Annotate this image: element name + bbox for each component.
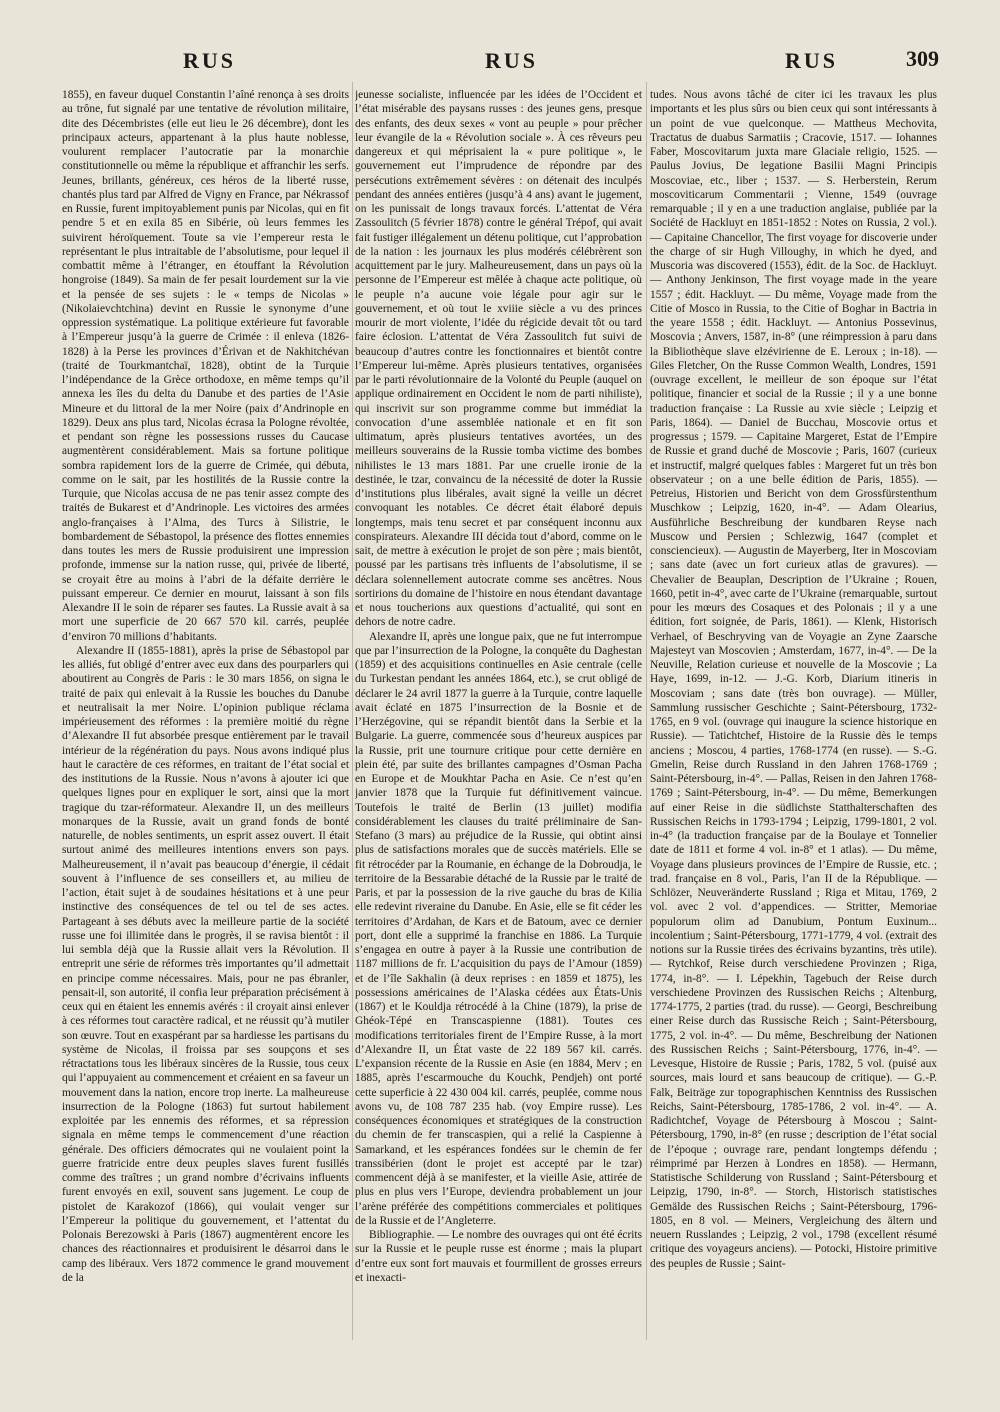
text-column-left [62, 88, 349, 1348]
paragraph-bibliographie: Bibliographie. — Le nombre des ouvrages qui ont été écrits sur la Russie et le peuple russe est énorme ; mais la plupart d’entre eux sont fort mauvais et fourmillent de grosses erreurs et inexacti- [355, 1229, 642, 1284]
paragraph-turkish-war: Alexandre II, après une longue paix, que ne fut interrompue que par l’insurrection de la Pologne, la conquête du Daghestan (1859) et des acquisitions continuelles en Asie centrale (celle du Turkestan pendant les années 1864, etc.), se crut obligé de déclarer le 24 avril 1877 la guerre à la Turquie, contre laquelle avait éclaté en 1875 l’insurrection de la Bosnie et de l’Herzégovine, qui se répandit bientôt dans la Serbie et la Bulgarie. La guerre, commencée sous d’heureux auspices par la Russie, prit une tournure critique pour cette dernière en plein été, par suite des brillantes campagnes d’Osman Pacha en Europe et de Moukhtar Pacha en Asie. Ce n’est qu’en janvier 1878 que la Turquie fut définitivement vaincue. Toutefois le traité de Berlin (13 juillet) modifia considérablement les clauses du traité préliminaire de San-Stefano (3 mars) au préjudice de la Russie, qui obtint ainsi plus de satisfactions morales que de succès matériels. Elle se fit rétrocéder par la Roumanie, en échange de la Dobroudja, le territoire de la Bessarabie détaché de la Russie par le traité de Paris, et par la possession de la rive gauche du bras de Kilia elle redevint riveraine du Danube. En Asie, elle se fit céder les territoires d’Ardahan, de Kars et de Batoum, avec ce dernier port, dont elle a supprimé la franchise en 1886. La Turquie s’engagea en outre à payer à la Russie une contribution de 1187 millions de fr. L’acquisition du pays de l’Amour (1859) et de l’île Sakhalin (à deux reprises : en 1859 et 1875), les possessions américaines de l’Alaska cédées aux États-Unis (1867) et le Kouldja rétrocédé à la Chine (1879), la prise de Ghéok-Tépé en Transcaspienne (1881). Toutes ces modifications territoriales firent de l’Empire Russe, à la mort d’Alexandre II, un État vaste de 22 189 567 kil. carrés. L’expansion récente de la Russie en Asie (en 1884, Merv ; en 1885, après l’escarmouche du Kouchk, Pendjeh) ont porté cette superficie à 22 430 004 kil. carrés, peuplée, comme nous avons vu, de 108 787 235 hab. (voy Empire russe). Les conséquences économiques et stratégiques de la construction du chemin de fer transcaspien, qui a relié la Caspienne à Samarkand, et les espérances fondées sur le chemin de fer transsibérien (dont le projet est accepté par le tzar) commencent déjà à se manifester, et la vieille Asie, attirée de plus en plus vers l’Europe, deviendra probablement un jour l’arène préférée des compétitions commerciales et politiques de la Russie et de l’Angleterre. [355, 630, 642, 1227]
paragraph-socialist-youth: jeunesse socialiste, influencée par les idées de l’Occident et l’état misérable des paysans russes : des jeunes gens, presque des enfants, des deux sexes « vont au peuple » pour prêcher leur évangile de la « Révolution sociale ». À ces rêveurs peu dangereux et qui méprisaient la « pure politique », le gouvernement eut l’imprudence de répondre par des persécutions extrêmement sévères : on détenait des inculpés pendant des années entières (jusqu’à 4 ans) avant le jugement, on les punissait de longs travaux forcés. L’attentat de Véra Zassoulitch (5 février 1878) contre le général Trépof, qui avait fait fustiger illégalement un détenu politique, cut l’approbation de la nation : les journaux les plus modérés célébrèrent son acquittement par le jury. Malheureusement, dans un pays où la personne de l’Empereur est mêlée à chaque acte politique, où le peuple n’a aucune voie légale pour agir sur le gouvernement, et où tout le xviiie siècle a vu des princes mourir de mort violente, l’idée du régicide devait tôt ou tard faire éclosion. L’attentat de Véra Zassoulitch fut suivi de beaucoup d’autres contre les fonctionnaires et bientôt contre l’Empereur lui-même. Après plusieurs tentatives, organisées par le parti révolutionnaire de la Volonté du Peuple (auquel on applique ordinairement en Occident le nom de parti nihiliste), qui inscrivit sur son programme comme but immédiat la convocation d’une assemblée nationale et en fit son ultimatum, après plusieurs tentatives avortées, un des meilleurs souverains de la Russie tomba victime des bombes nihilistes le 13 mars 1881. Par une cruelle ironie de la destinée, le tzar, convaincu de la nécessité de doter la Russie d’institutions plus libérales, avait signé la veille un décret convoquant les notables. Ce décret était élaboré depuis longtemps, mais tenu secret et par conséquent inconnu aux conspirateurs. Alexandre III décida tout d’abord, comme on le sait, de mettre à exécution le projet de son père ; mais bientôt, poussé par les partisans très influents de l’absolutisme, il se déclara solennellement autocrate comme ses ancêtres. Nous sortirions du domaine de l’histoire en nous étendant davantage et nous toucherions aux questions d’actualité, qui sont en dehors de notre cadre. [355, 89, 642, 629]
running-head-center: RUS [485, 48, 539, 73]
running-head-right: RUS [785, 48, 839, 73]
page-number: 309 [906, 46, 939, 71]
paragraph-alexandre-ii: Alexandre II (1855-1881), après la prise de Sébastopol par les alliés, fut obligé d’entrer avec eux dans des pourparlers qui aboutirent au Congrès de Paris : le 30 mars 1856, on signa le traité de paix qui enlevait à la Russie les bouches du Danube et neutralisait la mer Noire. L’opinion publique réclama impérieusement des réformes : la première moitié du règne d’Alexandre II fut absorbée presque entièrement par le travail intérieur de la régénération du pays. Nous avons indiqué plus haut le caractère de ces réformes, en traitant de l’état social et des institutions de la Russie. Nous n’avons à ajouter ici que quelques lignes pour en expliquer le sort, ainsi que la mort tragique du tzar-réformateur. Alexandre II, un des meilleurs monarques de la Russie, avait un grand fonds de bonté naturelle, de nobles sentiments, un esprit assez ouvert. Il était surtout animé des meilleures intentions envers son pays. Malheureusement, il n’avait pas beaucoup d’énergie, il cédait souvent à l’influence de ses conseillers et, au milieu de l’action, était sujet à de soudaines hésitations et à une peur instinctive des conséquences de tel ou tel de ses actes. Partageant à ses débuts avec la meilleure partie de la société russe une foi illimitée dans le progrès, il se ravisa bientôt : il lui sembla déjà que la Russie allait vers la Révolution. Il entreprit une série de réformes très importantes qu’il admettait en principe comme nécessaires. Mais, pour ne pas ébranler, pensait-il, son autorité, il confia leur préparation précisément à ceux qui en étaient les ennemis avérés : il croyait ainsi enlever à ces réformes tout caractère radical, et ne réussit qu’à mutiler son œuvre. Tout en exaspérant par sa hardiesse les partisans du système de Nicolas, il froissa par ses soupçons et ses rétractations tous les libéraux sincères de la Russie, tous ceux qui l’appuyaient au commencement et créaient en sa faveur un mouvement dans la nation, encore trop inerte. La malheureuse insurrection de la Pologne (1863) fut surtout habilement exploitée par les ennemis des réformes, et sa répression signala en même temps le commencement d’une réaction générale. Des officiers démocrates qui ne voulaient point la guerre fratricide entre deux peuples slaves furent fusillés comme des traîtres ; un grand nombre d’écrivains influents furent envoyés en exil, souvent sans jugement. Le coup de pistolet de Karakozof (1866), qui voulait venger sur l’Empereur la politique du gouvernement, et l’attentat du Polonais Berezowski à Paris (1867) augmentèrent encore les chances des réactionnaires et produisirent le désarroi dans le camp des libéraux. Vers 1872 commence le grand mouvement de la [62, 644, 349, 1284]
column-divider [352, 82, 353, 1340]
column-divider [646, 82, 647, 1340]
running-head-left: RUS [183, 48, 237, 73]
text-column-right [650, 88, 937, 1348]
text-column-center [355, 88, 642, 1348]
paragraph-bibliography-list: tudes. Nous avons tâché de citer ici les travaux les plus importants et les plus sûrs ou bien ceux qui sont intéressants à un point de vue quelconque. — Mattheus Mechovita, Tractatus de duabus Sarmatiis ; Cracovie, 1517. — Iohannes Faber, Moscovitarum juxta mare Glaciale religio, 1525. — Paulus Jovius, De legatione Basilii Magni Principis Moscoviae, etc., liber ; 1537. — S. Herberstein, Rerum moscoviticarum Commentarii ; Vienne, 1549 (ouvrage remarquable ; il y en a une traduction anglaise, publiée par la Société de Hackluyt en 1851-1852 : Notes on Russia, 2 vol.). — Capitaine Chancellor, The first voyage for discoverie under the charge of sir Hugh Villoughy, in which he dyed, and Muscoria was discovered (1553), édit. de la Soc. de Hackluyt. — Anthony Jenkinson, The first voyage made in the yeare 1557 ; édit. Hackluyt. — Du même, Voyage made from the Citie of Mosco in Russia, to the Citie of Boghar in Bactria in the yeare 1558 ; édit. Hackluyt. — Antonius Possevinus, Moscovia ; Anvers, 1587, in-8° (une réimpression à paru dans la Bibliothèque slave elzévirienne de E. Leroux ; in-18). — Giles Fletcher, On the Russe Common Wealth, Londres, 1591 (ouvrage excellent, le meilleur de son époque sur l’état politique, financier et social de la Russie ; il y a une bonne traduction française : La Russie au xvie siècle ; Leipzig et Paris, 1864). — Daniel de Bucchau, Moscovie ortus et progressus ; 1579. — Capitaine Margeret, Estat de l’Empire de Russie et grand duché de Moscovie ; Paris, 1607 (curieux et instructif, malgré quelques fables : Margeret fut un très bon observateur ; on a une belle édition de Paris, 1855). — Petreius, Historien und Bericht von dem Grossfürstenthum Muschkow ; Leipzig, 1620, in-4°. — Adam Olearius, Ausführliche Beschreibung der kundbaren Reyse nach Muscow und Persien ; Schlezwig, 1647 (complet et consciencieux). — Augustin de Mayerberg, Iter in Moscoviam ; sans date (avec un fort curieux atlas de gravures). — Chevalier de Beauplan, Description de l’Ukraine ; Rouen, 1660, petit in-4°, avec carte de l’Ukraine (remarquable, surtout pour les mœurs des Cosaques et des Polonais ; il y a une édition, fort soignée, de Paris, 1861). — Klenk, Historisch Verhael, of Beschryving van de Voyagie an Zyne Zaarsche Majesteyt van Moscovien ; Amsterdam, 1677, in-4°. — De la Neuville, Relation curieuse et nouvelle de la Moscovie ; La Haye, 1699, in-12. — J.-G. Korb, Diarium itineris in Moscoviam ; sans date (très bon ouvrage). — Müller, Sammlung russischer Geschichte ; Saint-Pétersbourg, 1732-1765, en 9 vol. (ouvrage qui inaugure la science historique en Russie). — Tatichtchef, Histoire de la Russie dès le temps anciens ; Moscou, 4 parties, 1768-1774 (en russe). — S.-G. Gmelin, Reise durch Russland in den Jahren 1768-1769 ; Saint-Pétersbourg, in-4°. — Pallas, Reisen in den Jahren 1768-1769 ; Saint-Pétersbourg, in-4°. — Du même, Bemerkungen auf einer Reise in die südlichste Statthalterschaften des Russischen Reichs in 1793-1794 ; Leipzig, 1799-1801, 2 vol. in-4° (la traduction française par de la Boulaye et Tonnelier date de 1811 et forme 4 vol. in-8° et 1 atlas). — Du même, Voyage dans plusieurs provinces de l’Empire de Russie, etc. ; trad. française en 8 vol., Paris, l’an II de la République. — Schlözer, Neuveränderte Russland ; Riga et Mitau, 1769, 2 vol. avec 2 vol. d’appendices. — Stritter, Memoriae populorum olim ad Danubium, Pontum Euxinum... incolentium ; Saint-Pétersbourg, 1771-1779, 4 vol. (extrait des notions sur la Russie tirées des écrivains byzantins, très utile). — Rytchkof, Reise durch verschiedene Provinzen ; Riga, 1774, in-8°. — I. Lépekhin, Tagebuch der Reise durch verschiedene Provinzen des Russischen Reichs ; Altenburg, 1774-1775, 2 parties (trad. du russe). — Georgi, Beschreibung einer Reise durch das Russische Reich ; Saint-Pétersbourg, 1775, 2 vol. in-4°. — Du même, Beschreibung der Nationen des Russischen Reichs ; Saint-Pétersbourg, 1776, in-4°. — Levesque, Histoire de Russie ; Paris, 1782, 5 vol. (puisé aux sources, mais lourd et sans beaucoup de critique). — G.-P. Falk, Beiträge zur topographischen Kenntniss des Russischen Reichs, Saint-Pétersbourg, 1785-1786, 2 vol. in-4°. — A. Radichtchef, Voyage de Pétersbourg à Moscou ; Saint-Pétersbourg, 1790, in-8° (en russe ; description de l’état social de l’époque ; ouvrage rare, pendant longtemps défendu ; réimprimé par Herzen à Londres en 1858). — Hermann, Statistische Schilderung von Russland ; Saint-Pétersbourg et Leipzig, 1790, in-8°. — Storch, Historisch statistisches Gemälde des Russischen Reichs ; Saint-Pétersbourg, 1796-1805, en 8 vol. — Meiners, Vergleichung des ältern und neuern Russlandes ; Leipzig, 2 vol., 1798 (excellent résumé critique des voyageurs anciens). — Potocki, Histoire primitive des peuples de Russie ; Saint- [650, 89, 937, 1270]
paragraph-nicolas-reign: 1855), en faveur duquel Constantin l’aîné renonça à ses droits au trône, fut signalé par une tentative de révolution militaire, dite des Décembristes (elle eut lieu le 26 décembre), dont les principaux acteurs, appartenant à la plus haute noblesse, voulurent remplacer l’autocratie par la monarchie constitutionnelle ou même la république et affranchir les serfs. Jeunes, brillants, généreux, ces héros de la liberté russe, chantés plus tard par Alfred de Vigny en France, par Nékrassof en Russie, furent impitoyablement punis par Nicolas, qui en fit pendre 5 et en exila 85 en Sibérie, où leurs femmes les suivirent héroïquement. Toute sa vie l’empereur resta le représentant le plus intraitable de l’absolutisme, pour lequel il combattit même à l’étranger, en étouffant la Révolution hongroise (1849). Sa main de fer pesait lourdement sur la vie et la pensée de ses sujets : le « temps de Nicolas » (Nikolaievchtchina) devint en Russie le synonyme d’une oppression systématique. La politique extérieure fut favorable à l’Empereur jusqu’à la guerre de Crimée : il enleva (1826-1828) à la Perse les provinces d’Érivan et de Nakhitchévan (traité de Tourkmantchaï, 1828), obtint de la Turquie l’indépendance de la Grèce orthodoxe, en même temps qu’il annexa les îles du delta du Danube et des parties de l’Asie Mineure et du littoral de la mer Noire (paix d’Andrinople en 1829). Deux ans plus tard, Nicolas écrasa la Pologne révoltée, et pendant son règne les possessions russes du Caucase augmentèrent considérablement. Mais sa fortune politique sombra rapidement lors de la guerre de Crimée, qui débuta, comme on le sait, par les hostilités de la Russie contre la Turquie, que Nicolas accusa de ne pas tenir assez compte des traités de Bukarest et d’Andrinople. Les victoires des armées anglo-françaises à l’Alma, des Turcs à Silistrie, le bombardement de Sébastopol, la présence des flottes ennemies dans toutes les mers de Russie produisirent une impression profonde, immense sur la nation russe, qui, privée de liberté, se croyait être au moins à l’abri de la défaite derrière le puissant empereur. Ce dernier en mourut, laissant à son fils Alexandre II le soin de réparer ses fautes. La Russie avait à sa mort une superficie de 20 667 570 kil. carrés, peuplée d’environ 70 millions d’habitants. [62, 89, 349, 643]
